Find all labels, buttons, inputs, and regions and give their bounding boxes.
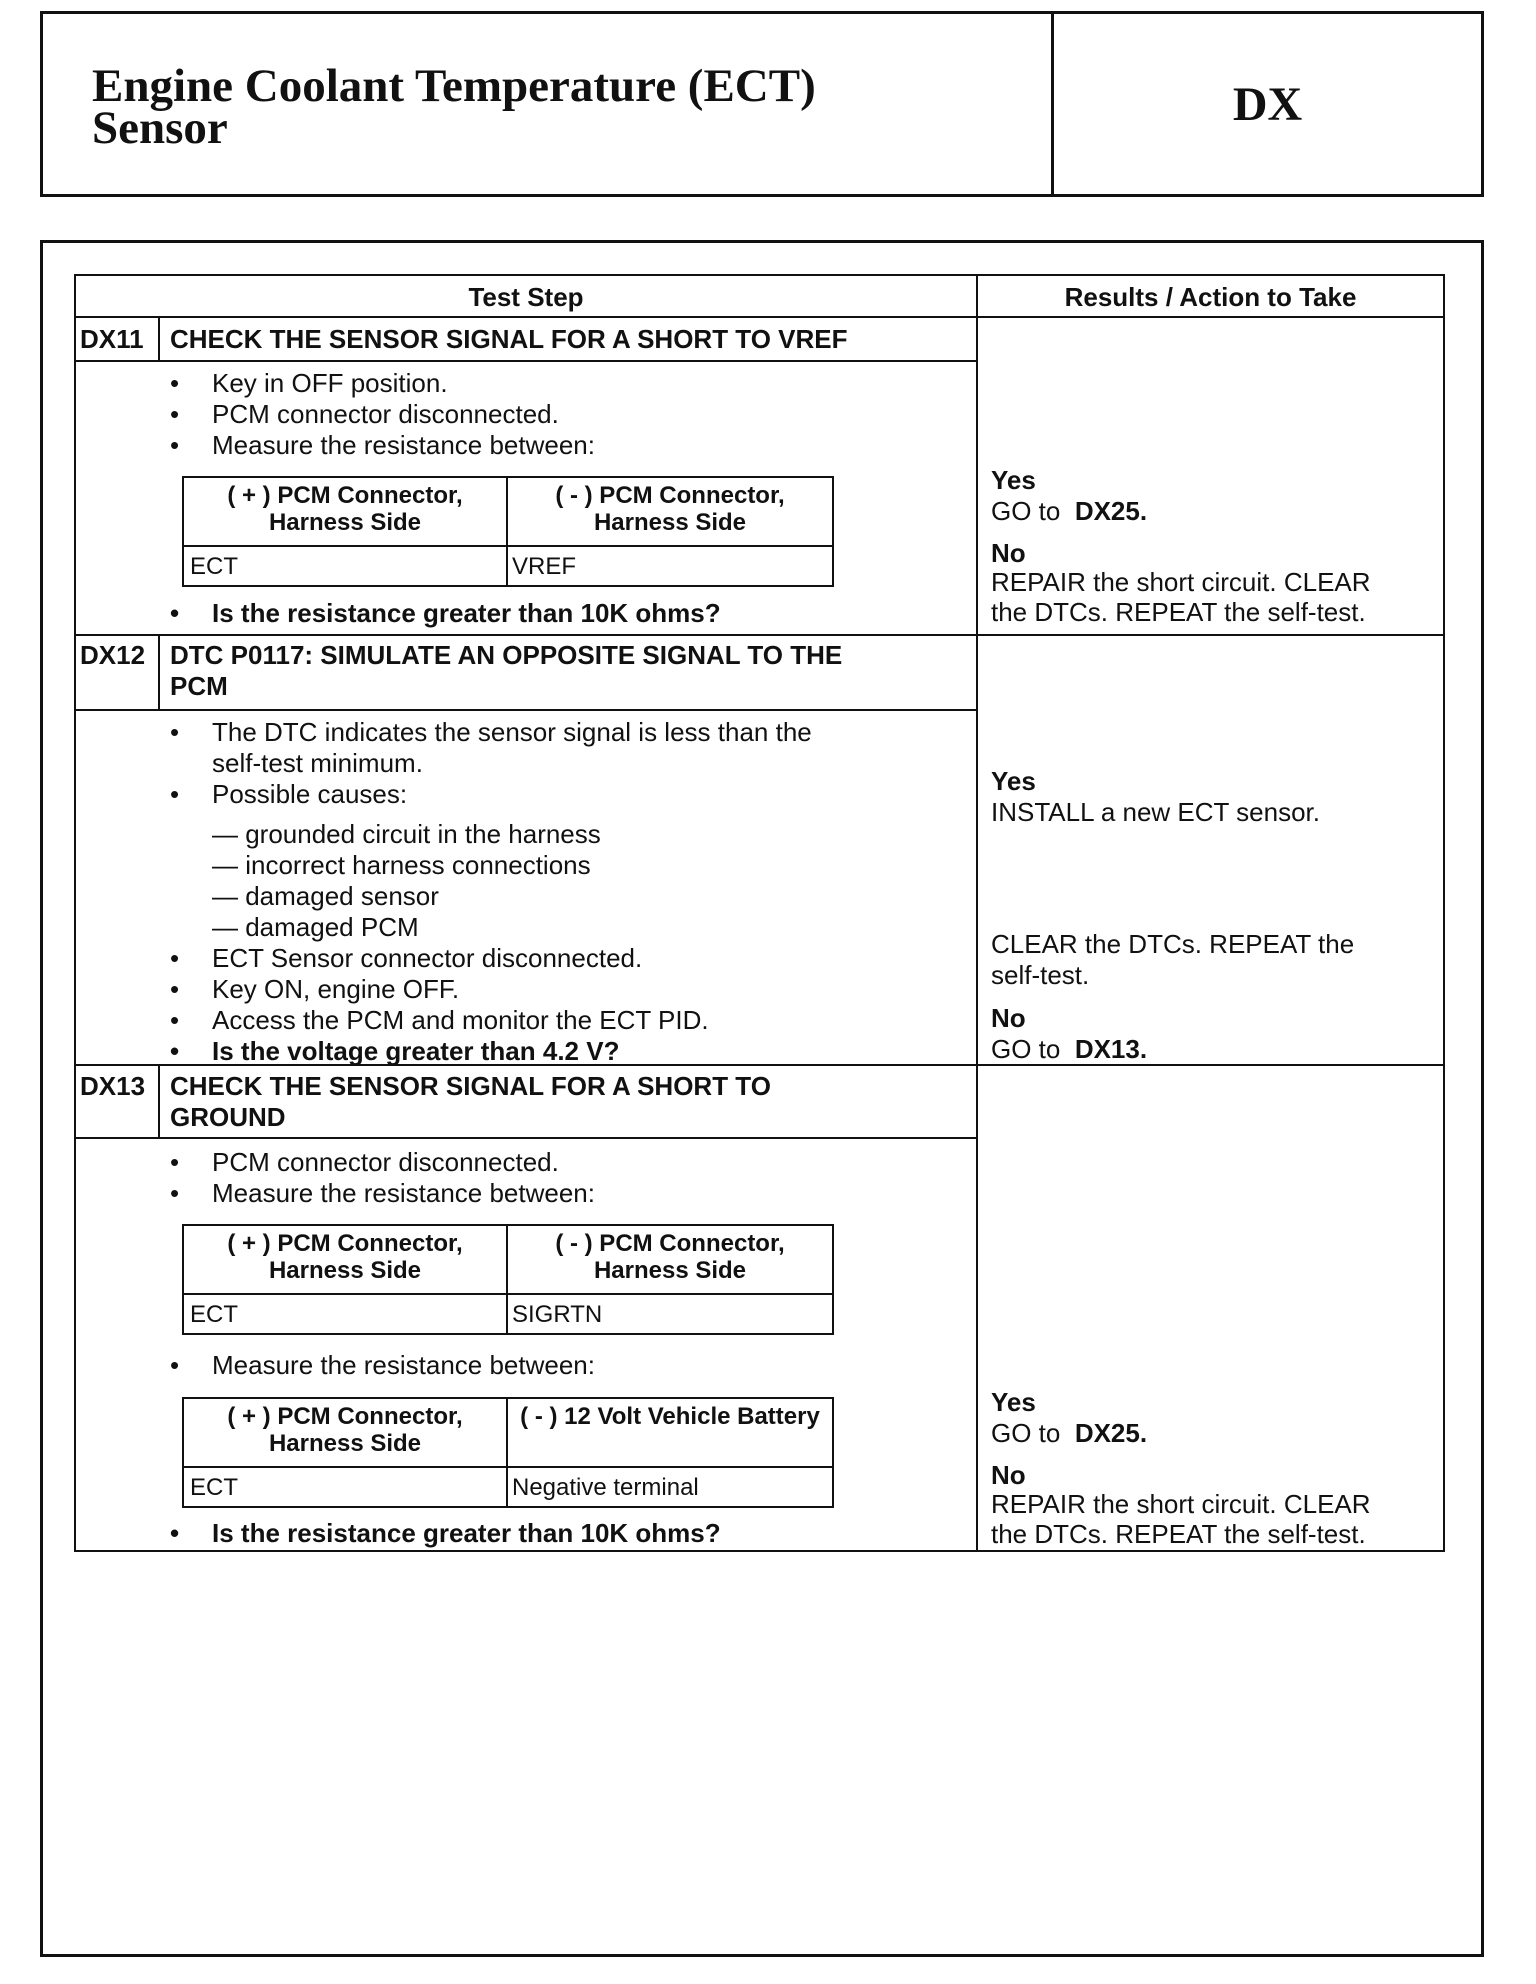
result-no-label: No: [991, 1003, 1026, 1033]
bullet-text: Measure the resistance between:: [212, 1350, 595, 1380]
result-no-action: the DTCs. REPEAT the self-test.: [991, 1519, 1366, 1549]
page-title: Engine Coolant Temperature (ECT) Sensor: [92, 60, 816, 154]
bullet-item: •: [170, 717, 180, 747]
result-yes-action: GO to DX25.: [991, 496, 1148, 526]
bullet-item: •: [170, 1350, 180, 1380]
step-link-dx25: DX25.: [1074, 1418, 1148, 1448]
step-id: DX12: [80, 640, 146, 670]
bullet-item: •: [170, 368, 180, 398]
result-no-action: REPAIR the short circuit. CLEAR: [991, 567, 1371, 597]
bullet-text: Key ON, engine OFF.: [212, 974, 460, 1004]
result-no-action: GO to DX13.: [991, 1034, 1148, 1064]
step-title-rule: [76, 360, 976, 362]
result-no-label: No: [991, 1460, 1026, 1490]
measurement-cell: SIGRTN: [512, 1301, 603, 1328]
step-title: CHECK THE SENSOR SIGNAL FOR A SHORT TO GROUND: [170, 1071, 771, 1132]
column-header-test-step: Test Step: [468, 281, 584, 312]
measurement-cell: ECT: [190, 553, 238, 580]
measurement-cell: VREF: [512, 553, 577, 580]
bullet-text: Key in OFF position.: [212, 368, 448, 398]
step-question: Is the voltage greater than 4.2 V?: [212, 1036, 620, 1066]
cause-item: — grounded circuit in the harness: [212, 819, 601, 849]
bullet-text: Measure the resistance between:: [212, 430, 595, 460]
bullet-item: •: [170, 399, 180, 429]
measurement-header: ( - ) 12 Volt Vehicle Battery: [520, 1403, 820, 1430]
bullet-item: •: [170, 1147, 180, 1177]
result-yes-label: Yes: [991, 465, 1036, 495]
measurement-table: [182, 1224, 834, 1335]
id-divider: [158, 1066, 160, 1138]
cause-item: — incorrect harness connections: [212, 850, 591, 880]
cause-item: — damaged sensor: [212, 881, 439, 911]
step-question: Is the resistance greater than 10K ohms?: [212, 598, 721, 628]
measurement-header: ( - ) PCM Connector, Harness Side: [555, 1230, 785, 1284]
step-question: Is the resistance greater than 10K ohms?: [212, 1518, 721, 1548]
bullet-text: Access the PCM and monitor the ECT PID.: [212, 1005, 709, 1035]
result-no-action: the DTCs. REPEAT the self-test.: [991, 597, 1366, 627]
step-id: DX11: [80, 324, 144, 354]
measurement-cell: ECT: [190, 1301, 238, 1328]
column-divider: [976, 276, 978, 1550]
step-title-rule: [76, 1137, 976, 1139]
diagnostic-table: [74, 274, 1445, 1552]
step-title: CHECK THE SENSOR SIGNAL FOR A SHORT TO VREF: [170, 324, 848, 354]
bullet-item: •: [170, 974, 180, 1004]
result-no-label: No: [991, 538, 1026, 568]
measurement-header: ( + ) PCM Connector, Harness Side: [227, 482, 463, 536]
bullet-item: •: [170, 1518, 180, 1548]
bullet-item: •: [170, 598, 180, 628]
result-clear-action: CLEAR the DTCs. REPEAT the: [991, 929, 1355, 959]
step-id: DX13: [80, 1071, 146, 1101]
result-yes-action: INSTALL a new ECT sensor.: [991, 797, 1320, 827]
bullet-text: Measure the resistance between:: [212, 1178, 595, 1208]
measurement-cell: ECT: [190, 1474, 238, 1501]
result-yes-label: Yes: [991, 1387, 1036, 1417]
measurement-table: [182, 1397, 834, 1508]
result-yes-action: GO to DX25.: [991, 1418, 1148, 1448]
bullet-item: •: [170, 1178, 180, 1208]
bullet-text: Possible causes:: [212, 779, 408, 809]
measurement-cell: Negative terminal: [512, 1474, 699, 1501]
section-code: DX: [1232, 77, 1303, 131]
result-clear-action: self-test.: [991, 960, 1090, 990]
measurement-table: [182, 476, 834, 587]
step-title: DTC P0117: SIMULATE AN OPPOSITE SIGNAL TO THE PCM: [170, 640, 843, 701]
measurement-header: ( + ) PCM Connector, Harness Side: [227, 1230, 463, 1284]
bullet-text: PCM connector disconnected.: [212, 1147, 559, 1177]
bullet-item: •: [170, 1005, 180, 1035]
step-link-dx13: DX13.: [1074, 1034, 1148, 1064]
bullet-item: •: [170, 1036, 180, 1066]
result-no-action: REPAIR the short circuit. CLEAR: [991, 1489, 1371, 1519]
bullet-item: •: [170, 430, 180, 460]
step-title-rule: [76, 709, 976, 711]
step-rule: [76, 634, 1443, 636]
bullet-text: ECT Sensor connector disconnected.: [212, 943, 643, 973]
id-divider: [158, 318, 160, 361]
bullet-text: self-test minimum.: [212, 748, 423, 778]
measurement-header: ( - ) PCM Connector, Harness Side: [555, 482, 785, 536]
id-divider: [158, 636, 160, 710]
result-yes-label: Yes: [991, 766, 1036, 796]
bullet-item: •: [170, 943, 180, 973]
column-header-results: Results / Action to Take: [1064, 281, 1357, 312]
bullet-text: The DTC indicates the sensor signal is less than the: [212, 717, 812, 747]
page-header: [40, 11, 1484, 197]
bullet-item: •: [170, 779, 180, 809]
step-link-dx25: DX25.: [1074, 496, 1148, 526]
measurement-header: ( + ) PCM Connector, Harness Side: [227, 1403, 463, 1457]
bullet-text: PCM connector disconnected.: [212, 399, 559, 429]
cause-item: — damaged PCM: [212, 912, 419, 942]
